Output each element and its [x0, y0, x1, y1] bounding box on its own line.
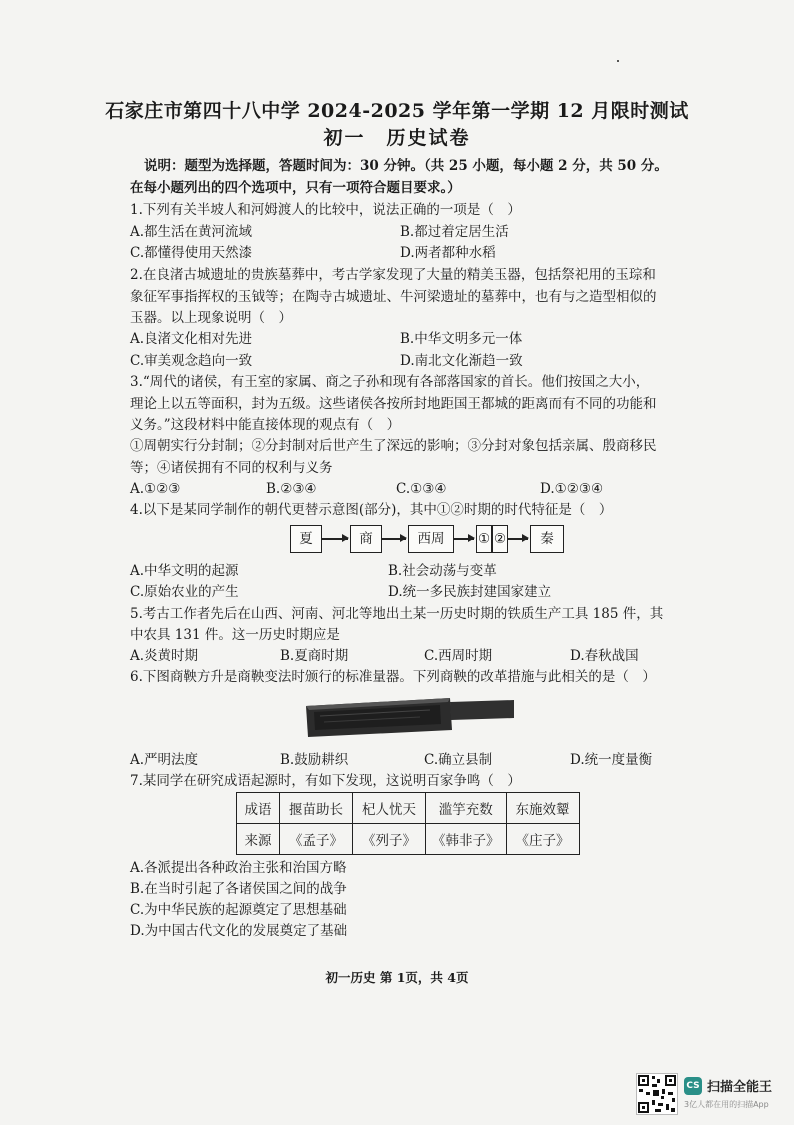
table-cell: 杞人忧天: [353, 793, 426, 824]
q2-stem-2: 象征军事指挥权的玉钺等；在陶寺古城遗址、牛河梁遗址的墓葬中，也有与之造型相似的: [130, 289, 657, 305]
table-cell: 揠苗助长: [280, 793, 353, 824]
q4-option-a: A.中华文明的起源: [130, 563, 239, 579]
instructions-line-1: 说明：题型为选择题，答题时间为：30 分钟。（共 25 小题，每小题 2 分，共 50 分。: [144, 158, 668, 174]
q6-option-c: C.确立县制: [424, 752, 493, 768]
table-row: [237, 824, 580, 855]
camscanner-name: 扫描全能王: [707, 1080, 773, 1095]
dynasty-box-qin: 秦: [530, 525, 564, 553]
qr-code-icon: [636, 1073, 678, 1115]
scan-speck: [617, 60, 619, 62]
q5-option-b: B.夏商时期: [280, 648, 349, 664]
q2-stem-1: 2.在良渚古城遗址的贵族墓葬中，考古学家发现了大量的精美玉器，包括祭祀用的玉琮和: [130, 267, 656, 283]
q6-option-b: B.鼓励耕织: [280, 752, 349, 768]
q3-option-c: C.①③④: [396, 481, 447, 497]
q7-stem: 7.某同学在研究成语起源时，有如下发现，这说明百家争鸣（ ）: [130, 773, 521, 789]
q3-option-a: A.①②③: [130, 481, 181, 497]
period-box-2: ②: [492, 525, 508, 553]
q4-option-d: D.统一多民族封建国家建立: [388, 584, 552, 600]
q2-option-c: C.审美观念趋向一致: [130, 353, 253, 369]
table-cell: 《孟子》: [280, 824, 353, 855]
q3-stem-3: 义务。”这段材料中能直接体现的观点有（ ）: [130, 417, 401, 433]
table-cell: 《韩非子》: [426, 824, 507, 855]
dynasty-box-xia: 夏: [290, 525, 322, 553]
q3-option-d: D.①②③④: [540, 481, 604, 497]
q2-option-d: D.南北文化渐趋一致: [400, 353, 523, 369]
table-cell: 滥竽充数: [426, 793, 507, 824]
q6-stem: 6.下图商鞅方升是商鞅变法时颁行的标准量器。下列商鞅的改革措施与此相关的是（ ）: [130, 669, 656, 685]
camscanner-logo: CS: [684, 1077, 702, 1095]
table-row: [237, 793, 580, 824]
q2-option-b: B.中华文明多元一体: [400, 331, 523, 347]
exam-title: 石家庄市第四十八中学 2024-2025 学年第一学期 12 月限时测试: [105, 100, 689, 122]
q5-option-c: C.西周时期: [424, 648, 493, 664]
q1-option-c: C.都懂得使用天然漆: [130, 245, 253, 261]
period-box-1: ①: [476, 525, 492, 553]
idiom-source-table: [236, 792, 580, 855]
q3-stem-1: 3.“周代的诸侯，有王室的家属、商之子孙和现有各部落国家的首长。他们按国之大小，: [130, 374, 650, 390]
q5-stem-2: 中农具 131 件。这一历史时期应是: [130, 627, 340, 643]
q2-option-a: A.良渚文化相对先进: [130, 331, 253, 347]
table-header-cell: 成语: [237, 793, 280, 824]
q1-option-a: A.都生活在黄河流域: [130, 224, 253, 240]
dynasty-box-western-zhou: 西周: [408, 525, 454, 553]
q6-option-a: A.严明法度: [130, 752, 199, 768]
q1-stem: 1.下列有关半坡人和河姆渡人的比较中，说法正确的一项是（ ）: [130, 202, 521, 218]
instructions-line-2: 在每小题列出的四个选项中，只有一项符合题目要求。）: [130, 180, 461, 196]
q7-option-d: D.为中国古代文化的发展奠定了基础: [130, 923, 348, 939]
dynasty-box-shang: 商: [350, 525, 382, 553]
table-header-cell: 来源: [237, 824, 280, 855]
page-footer: 初一历史 第 1页，共 4页: [325, 970, 469, 985]
q1-option-b: B.都过着定居生活: [400, 224, 509, 240]
q1-option-d: D.两者都种水稻: [400, 245, 496, 261]
q3-option-b: B.②③④: [266, 481, 317, 497]
q3-stem-4: ①周朝实行分封制；②分封制对后世产生了深远的影响；③分封对象包括亲属、殷商移民: [130, 438, 657, 454]
q7-option-a: A.各派提出各种政治主张和治国方略: [130, 860, 347, 876]
q4-option-b: B.社会动荡与变革: [388, 563, 497, 579]
table-cell: 《列子》: [353, 824, 426, 855]
arrow-icon: [382, 538, 406, 540]
q7-option-b: B.在当时引起了各诸侯国之间的战争: [130, 881, 347, 897]
q4-option-c: C.原始农业的产生: [130, 584, 239, 600]
q2-stem-3: 玉器。以上现象说明（ ）: [130, 310, 292, 326]
q3-stem-5: 等；④诸侯拥有不同的权利与义务: [130, 460, 333, 476]
q4-stem: 4.以下是某同学制作的朝代更替示意图(部分)，其中①②时期的时代特征是（ ）: [130, 502, 613, 518]
arrow-icon: [508, 538, 528, 540]
camscanner-tagline: 3亿人都在用的扫描App: [684, 1100, 769, 1109]
q7-option-c: C.为中华民族的起源奠定了思想基础: [130, 902, 347, 918]
table-cell: 东施效颦: [506, 793, 579, 824]
shang-yang-square-measure-image: [300, 692, 518, 740]
table-cell: 《庄子》: [506, 824, 579, 855]
q5-option-a: A.炎黄时期: [130, 648, 199, 664]
q3-stem-2: 理论上以五等面积，封为五级。这些诸侯各按所封地距国王都城的距离而有不同的功能和: [130, 396, 657, 412]
arrow-icon: [454, 538, 474, 540]
q6-option-d: D.统一度量衡: [570, 752, 653, 768]
q5-option-d: D.春秋战国: [570, 648, 639, 664]
q5-stem-1: 5.考古工作者先后在山西、河南、河北等地出土某一历史时期的铁质生产工具 185 件，其: [130, 606, 664, 622]
exam-subtitle: 初一 历史试卷: [323, 127, 471, 149]
arrow-icon: [322, 538, 348, 540]
